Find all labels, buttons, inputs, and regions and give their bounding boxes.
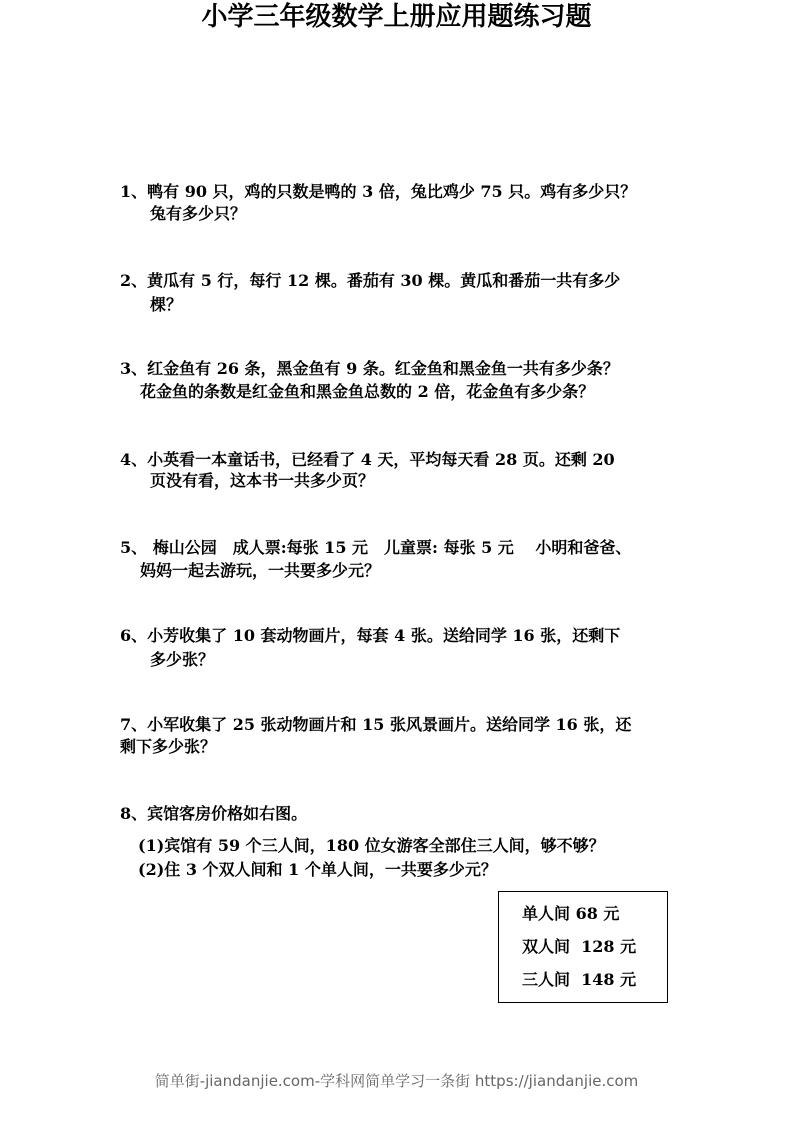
question-1-line-2: 兔有多少只？	[150, 204, 247, 223]
question-4-line-1: 4、小英看一本童话书，已经看了 4 天，平均每天看 28 页。还剩 20	[120, 450, 615, 469]
question-7-line-2: 剩下多少张？	[120, 737, 217, 756]
price-triple-room: 三人间 148 元	[522, 970, 637, 989]
question-1-line-1: 1、鸭有 90 只，鸡的只数是鸭的 3 倍，兔比鸡少 75 只。鸡有多少只？	[120, 182, 637, 201]
question-2-line-1: 2、黄瓜有 5 行，每行 12 棵。番茄有 30 棵。黄瓜和番茄一共有多少	[120, 271, 621, 290]
question-3-line-1: 3、红金鱼有 26 条，黑金鱼有 9 条。红金鱼和黑金鱼一共有多少条？	[120, 359, 619, 378]
question-8-part-1: (1)宾馆有 59 个三人间，180 位女游客全部住三人间，够不够？	[138, 836, 605, 855]
question-4-line-2: 页没有看，这本书一共多少页？	[150, 471, 375, 490]
question-6-line-1: 6、小芳收集了 10 套动物画片，每套 4 张。送给同学 16 张，还剩下	[120, 626, 621, 645]
question-5-line-2: 妈妈一起去游玩，一共要多少元？	[140, 561, 381, 580]
question-7-line-1: 7、小军收集了 25 张动物画片和 15 张风景画片。送给同学 16 张，还	[120, 715, 632, 734]
price-double-room: 双人间 128 元	[522, 937, 637, 956]
question-5-line-1: 5、 梅山公园 成人票:每张 15 元 儿童票: 每张 5 元 小明和爸爸、	[120, 538, 632, 557]
page-title: 小学三年级数学上册应用题练习题	[201, 2, 592, 32]
question-8-part-2: (2)住 3 个双人间和 1 个单人间，一共要多少元？	[138, 860, 497, 879]
question-6-line-2: 多少张？	[150, 650, 215, 669]
question-3-line-2: 花金鱼的条数是红金鱼和黑金鱼总数的 2 倍，花金鱼有多少条？	[140, 382, 595, 401]
price-single-room: 单人间 68 元	[522, 904, 620, 923]
question-8-heading: 8、宾馆客房价格如右图。	[120, 804, 308, 823]
question-2-line-2: 棵？	[150, 295, 183, 314]
footer-watermark: 简单街-jiandanjie.com-学科网简单学习一条街 https://jiandanjie.com	[154, 1072, 639, 1090]
